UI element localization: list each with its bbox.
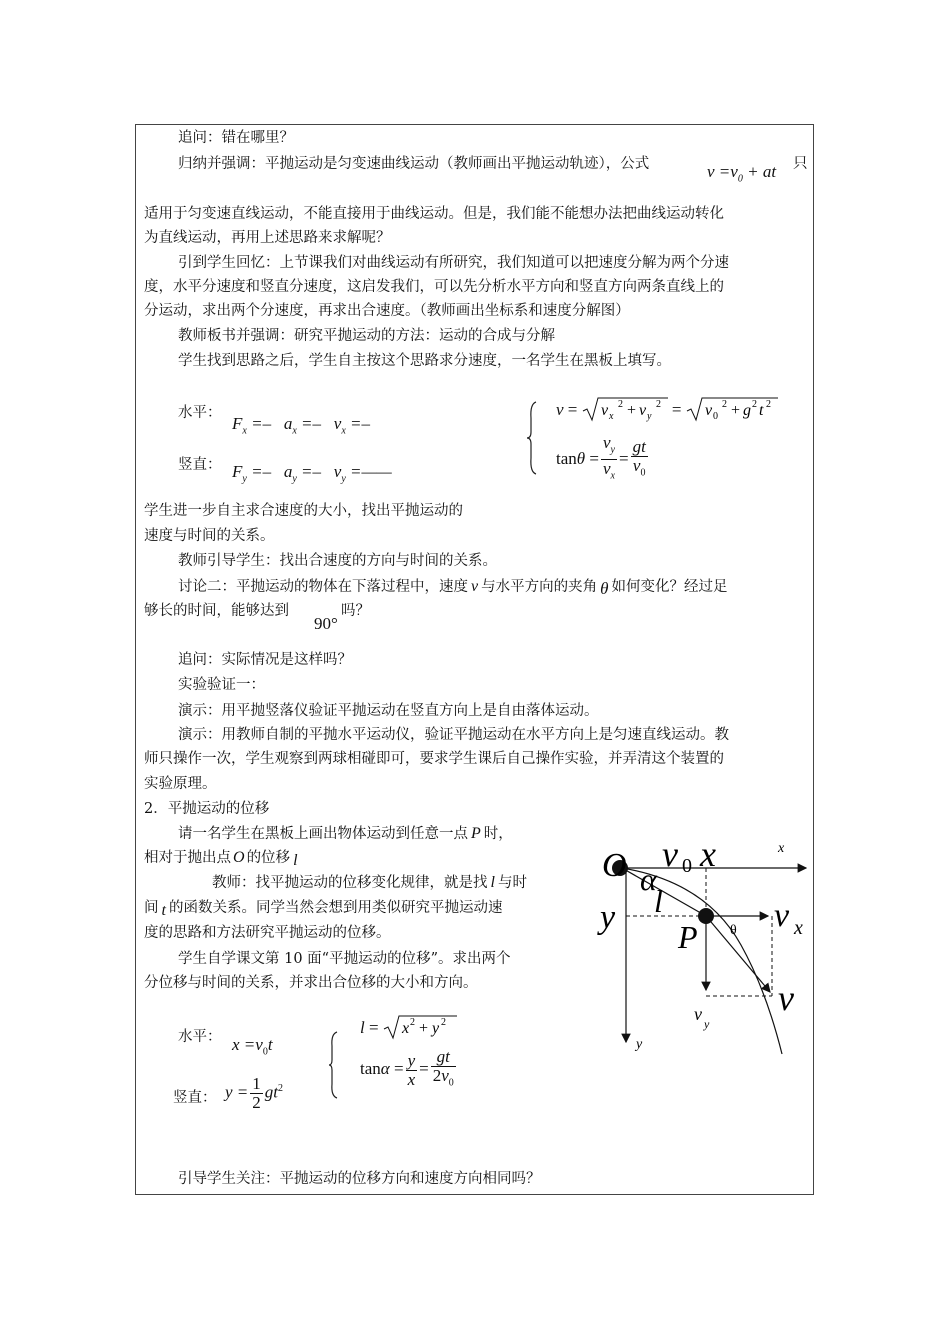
svg-text:v: v [778, 978, 794, 1018]
v-arrow [706, 916, 770, 992]
text-line: 实验原理。 [144, 776, 217, 792]
brace-displacement [328, 1030, 340, 1100]
text-line: 度，水平分速度和竖直分速度，这启发我们，可以先分析水平方向和竖直方向两条直线上的 [144, 279, 724, 295]
sqrt-symbol [582, 396, 668, 422]
text-line: 分运动，求出两个分速度，再求出合速度。（教师画出坐标系和速度分解图） [144, 303, 630, 319]
svg-text:v: v [662, 834, 678, 874]
svg-text:2: 2 [751, 399, 757, 410]
text-line: 师只操作一次，学生观察到两球相碰即可，要求学生课后自己操作实验，并弄清这个装置的 [144, 751, 724, 767]
text-line: 度的思路和方法研究平抛运动的位移。 [144, 925, 391, 941]
svg-text:g: g [742, 402, 751, 419]
text-line: 演示：用平抛竖落仪验证平抛运动在竖直方向上是自由落体运动。 [178, 703, 599, 719]
formula-x-v0t: $x =v_0t$ [232, 1035, 273, 1058]
svg-text:y: y [636, 1037, 643, 1052]
svg-text:0: 0 [712, 411, 718, 422]
svg-text:y: y [646, 411, 652, 422]
formula-90-degrees: 90° [314, 614, 338, 633]
section-heading: 2．平抛运动的位移 [144, 801, 270, 817]
svg-text:+: + [730, 402, 740, 419]
svg-text:y: y [600, 899, 616, 936]
text-line: 引导学生关注：平抛运动的位移方向和速度方向相同吗？ [178, 1171, 541, 1187]
svg-text:+: + [626, 402, 636, 419]
formula-y-half-gt2: y = $\frac{1}{2}$ $gt^2$ [225, 1074, 284, 1112]
svg-text:α: α [640, 861, 657, 897]
label-vertical: 竖直： [173, 1090, 217, 1106]
formula-tan-alpha: tanα = $\frac{y}{x}$ = $\frac{gt}{2v_0}$ [360, 1047, 454, 1089]
text-line: 归纳并强调：平抛运动是匀变速曲线运动（教师画出平抛运动轨迹），公式 [178, 156, 650, 172]
text-line: 学生自学课文第 10 面“平抛运动的位移”。求出两个 [178, 951, 511, 967]
sqrt-symbol [686, 396, 778, 422]
displacement-vector [622, 868, 706, 916]
svg-text:v: v [774, 897, 790, 934]
text-line: 分位移与时间的关系，并求出合位移的大小和方向。 [144, 975, 478, 991]
label-horizontal: 水平： [178, 1029, 222, 1045]
formula-v-v0-at: $v =v_0$ + at [707, 162, 777, 185]
svg-text:v: v [638, 402, 646, 419]
svg-text:P: P [678, 919, 698, 955]
point-p [698, 908, 714, 924]
text-line: 适用于匀变速直线运动，不能直接用于曲线运动。但是，我们能不能想办法把曲线运动转化 [144, 206, 724, 222]
label-vertical: 竖直： [178, 457, 222, 473]
text-line: 够长的时间，能够达到 [144, 603, 289, 619]
brace-velocity [526, 400, 540, 476]
text-line: 追问：错在哪里？ [178, 130, 294, 146]
svg-text:x: x [778, 841, 785, 856]
svg-text:2: 2 [440, 1017, 446, 1028]
text-line: 速度与时间的关系。 [144, 528, 275, 544]
text-line: 为直线运动，再用上述思路来求解呢？ [144, 230, 391, 246]
svg-text:v: v [694, 1004, 702, 1024]
text-line: 吗？ [341, 603, 370, 619]
svg-text:t: t [758, 402, 764, 419]
text-line: 教师板书并强调：研究平抛运动的方法：运动的合成与分解 [178, 328, 555, 344]
svg-text:x: x [700, 834, 716, 874]
projectile-displacement-diagram [596, 830, 818, 1066]
svg-text:x: x [608, 411, 614, 422]
text-line: 只 [793, 156, 808, 172]
text-line: 演示：用教师自制的平抛水平运动仪，验证平抛运动在水平方向上是匀速直线运动。教 [178, 727, 729, 743]
sqrt-symbol [383, 1014, 457, 1040]
formula-vertical-components: $F_y =- a_y =- v_y$ =—— [232, 462, 392, 485]
formula-tan-theta: tanθ = $\frac{v_y}{v_x}$ = $\frac{gt}{v_0}$ [556, 433, 646, 482]
svg-text:2: 2 [409, 1017, 415, 1028]
text-line: 学生进一步自主求合速度的大小，找出平抛运动的 [144, 503, 463, 519]
svg-text:2: 2 [721, 399, 727, 410]
text-line: 学生找到思路之后，学生自主按这个思路求分速度，一名学生在黑板上填写。 [178, 353, 671, 369]
svg-text:y: y [704, 1017, 710, 1031]
svg-text:y: y [431, 1020, 439, 1037]
text-line: 实验验证一： [178, 677, 265, 693]
text-line: 教师引导学生：找出合速度的方向与时间的关系。 [178, 553, 497, 569]
text-line: 请一名学生在黑板上画出物体运动到任意一点 P 时， [178, 825, 513, 842]
svg-text:2: 2 [765, 399, 771, 410]
formula-v-magnitude: v = v x 2 + v y 2 = v 0 2 + g 2 t 2 [556, 396, 778, 422]
svg-text:θ: θ [730, 923, 737, 938]
formula-l-magnitude: l = x 2 + y 2 [360, 1014, 457, 1040]
svg-text:v: v [704, 402, 712, 419]
svg-text:x: x [401, 1020, 409, 1037]
text-line: 教师：找平抛运动的位移变化规律，就是找 l 与时 [212, 874, 527, 891]
svg-text:2: 2 [617, 399, 623, 410]
text-line: 引到学生回忆：上节课我们对曲线运动有所研究，我们知道可以把速度分解为两个分速 [178, 255, 729, 271]
text-line: 讨论二：平抛运动的物体在下落过程中，速度 v 与水平方向的夹角 θ 如何变化？经过足 [178, 578, 728, 598]
text-line: 间 t 的函数关系。同学当然会想到用类似研究平抛运动速 [144, 900, 503, 919]
svg-text:l: l [654, 883, 663, 919]
svg-text:+: + [418, 1020, 428, 1037]
svg-text:2: 2 [655, 399, 661, 410]
text-line: 追问：实际情况是这样吗？ [178, 652, 352, 668]
svg-text:O: O [602, 847, 627, 884]
text-line: 相对于抛出点 O 的位移 l [144, 849, 298, 869]
svg-text:0: 0 [682, 855, 692, 877]
svg-text:v: v [600, 402, 608, 419]
label-horizontal: 水平： [178, 405, 222, 421]
svg-text:x: x [794, 917, 803, 939]
formula-horizontal-components: $F_x =- a_x =- v_x$ =– [232, 414, 370, 437]
